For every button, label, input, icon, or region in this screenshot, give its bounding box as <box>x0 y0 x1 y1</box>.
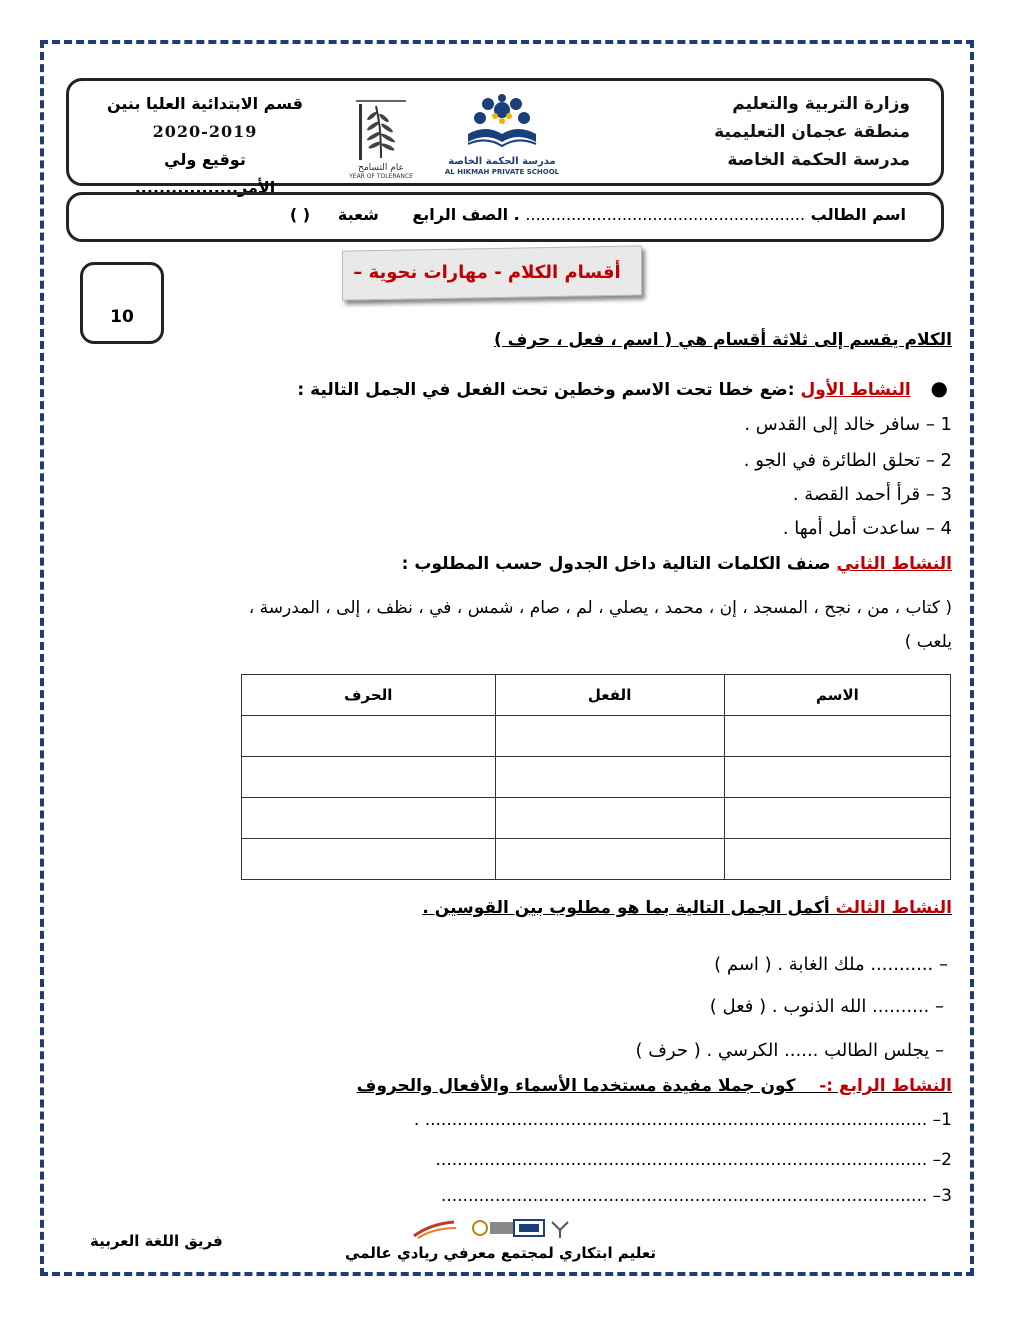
student-name-dots: ....................................................... <box>525 205 806 224</box>
activity3-item: – .......... الله الذنوب . ( فعل ) <box>709 996 944 1017</box>
department-name: قسم الابتدائية العليا بنين <box>107 94 303 113</box>
table-cell[interactable] <box>495 716 724 757</box>
school-name: مدرسة الحكمة الخاصة <box>727 150 910 170</box>
ministry-name: وزارة التربية والتعليم <box>732 94 910 114</box>
activity3-heading <box>422 898 952 918</box>
word-list-line2: يلعب ) <box>904 632 952 652</box>
student-info-row <box>106 205 906 224</box>
table-header-noun: الاسم <box>724 675 950 716</box>
section-value: ( ) <box>289 205 311 224</box>
table-header-row <box>242 675 951 716</box>
classification-table <box>241 674 951 880</box>
activity4-label: النشاط الرابع :- <box>819 1076 952 1096</box>
table-cell[interactable] <box>724 716 950 757</box>
footer-slogan: تعليم ابتكاري لمجتمع معرفي ريادي عالمي <box>345 1244 656 1262</box>
table-header-verb: الفعل <box>495 675 724 716</box>
activity3-item: – يجلس الطالب ...... الكرسي . ( حرف ) <box>635 1040 944 1061</box>
header-class-info <box>100 90 310 202</box>
bullet-icon: ● <box>916 376 948 400</box>
student-grade: . الصف الرابع <box>412 205 520 224</box>
table-row <box>242 716 951 757</box>
activity2-instruction: صنف الكلمات التالية داخل الجدول حسب المطلوب : <box>401 554 831 574</box>
table-cell[interactable] <box>242 716 496 757</box>
table-cell[interactable] <box>724 757 950 798</box>
activity1-sentence: 1 – سافر خالد إلى القدس . <box>744 414 952 435</box>
activity2-heading <box>402 554 952 574</box>
table-row <box>242 757 951 798</box>
activity1-instruction: :ضع خطا تحت الاسم وخطين تحت الفعل في الجمل التالية : <box>297 380 795 400</box>
table-row <box>242 798 951 839</box>
table-cell[interactable] <box>495 798 724 839</box>
footer-team: فريق اللغة العربية <box>90 1232 223 1250</box>
student-name-label: اسم الطالب <box>810 205 906 224</box>
zone-name: منطقة عجمان التعليمية <box>714 122 910 142</box>
footer-logos <box>410 1216 580 1242</box>
school-logo-en: AL HIKMAH PRIVATE SCHOOL <box>444 168 560 176</box>
activity1-label: النشاط الأول <box>800 380 911 400</box>
activity1-sentence: 3 – قرأ أحمد القصة . <box>792 484 952 505</box>
school-logo-icon <box>460 94 544 152</box>
tolerance-logo-en: YEAR OF TOLERANCE <box>349 173 413 180</box>
activity4-instruction: كون جملا مفيدة مستخدما الأسماء والأفعال والحروف <box>356 1076 796 1096</box>
table-cell[interactable] <box>242 839 496 880</box>
score-box: 10 <box>80 262 164 344</box>
tolerance-logo-ar: عام التسامح <box>358 163 404 173</box>
tolerance-logo <box>340 98 422 180</box>
guardian-signature: توقيع ولي الأمر................. <box>134 150 276 197</box>
activity1-heading <box>297 376 948 400</box>
table-cell[interactable] <box>495 839 724 880</box>
table-header-particle: الحرف <box>242 675 496 716</box>
activity1-sentence: 4 – ساعدت أمل أمها . <box>782 518 952 539</box>
table-cell[interactable] <box>724 798 950 839</box>
intro-text: الكلام يقسم إلى ثلاثة أقسام هي ( اسم ، فعل ، حرف ) <box>493 330 952 350</box>
answer-line[interactable]: 1– ............................................................................................. . <box>413 1110 952 1130</box>
activity1-sentence: 2 – تحلق الطائرة في الجو . <box>743 450 952 471</box>
partner-logos-icon <box>410 1216 580 1242</box>
tolerance-logo-icon <box>346 98 416 160</box>
activity3-item: – ........... ملك الغابة . ( اسم ) <box>714 954 948 975</box>
school-logo <box>435 94 569 180</box>
table-cell[interactable] <box>242 798 496 839</box>
header-school-info <box>714 90 910 174</box>
table-row <box>242 839 951 880</box>
school-year: 2020-2019 <box>152 122 258 141</box>
table-cell[interactable] <box>724 839 950 880</box>
answer-line[interactable]: 3– .......................................................................................... <box>440 1186 952 1206</box>
activity3-instruction: أكمل الجمل التالية بما هو مطلوب بين القوسين . <box>422 898 830 918</box>
table-cell[interactable] <box>495 757 724 798</box>
table-cell[interactable] <box>242 757 496 798</box>
school-logo-ar: مدرسة الحكمة الخاصة <box>448 156 556 167</box>
word-list-line1: ( كتاب ، من ، نجح ، المسجد ، إن ، محمد ، يصلي ، لم ، صام ، شمس ، في ، نظف ، إلى ، المدرسة ، <box>248 598 952 618</box>
answer-line[interactable]: 2– ........................................................................................... <box>435 1150 952 1170</box>
activity3-label: النشاط الثالث <box>835 898 952 918</box>
activity2-label: النشاط الثاني <box>836 554 952 574</box>
activity4-heading <box>357 1076 952 1096</box>
page-title: أقسام الكلام - مهارات نحوية – <box>353 262 621 283</box>
section-label: شعبة <box>337 205 379 224</box>
